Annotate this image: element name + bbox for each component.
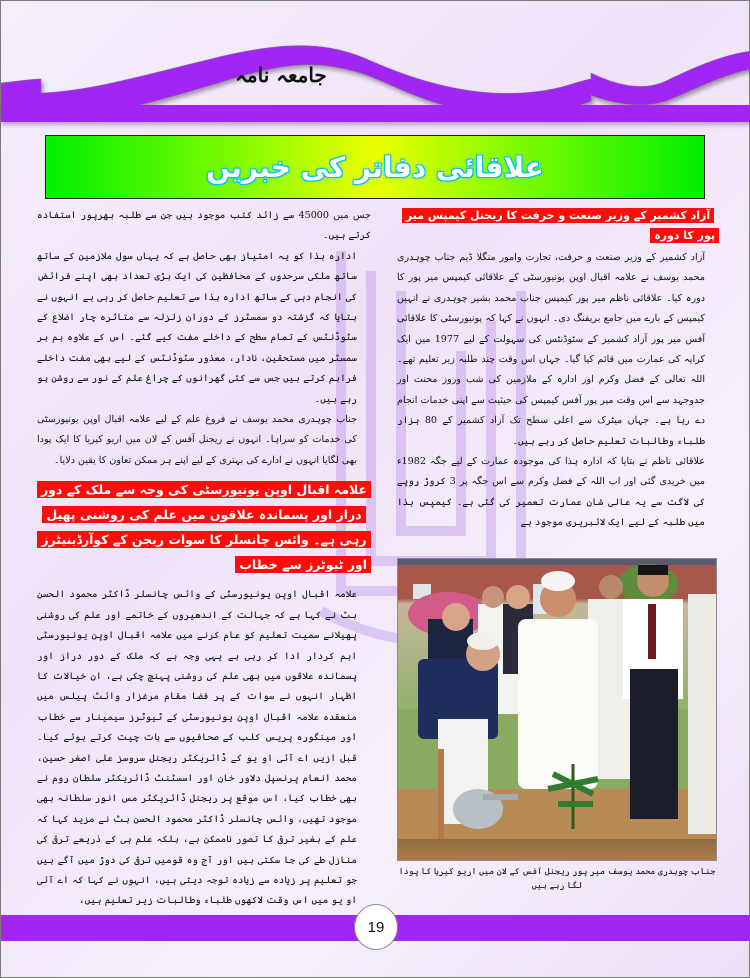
article-paragraph: علامہ اقبال اوپن یونیورسٹی کے وائس چانسلر ڈاکٹر محمود الحسن بٹ نے کہا ہے کہ جہالت کے اندھیروں کے خاتمے اور علم کی روشنی پھیلانے سمیت تعلیم کو عام کرنے میں علامہ اقبال اوپن یونیورسٹی اہم کردار ادا کر رہی ہے یہی وجہ ہے کہ ملک کے دور دراز اور پسماندہ علاقوں میں بھی علم کی روشنی پہنچ چکی ہے، ان خیالات کا اظہار انہوں نے سوات کے پر فضا مقام مرغزار وائٹ پیلس میں منعقدہ علامہ اقبال اوپن یونیورسٹی کے ٹیوٹرز سیمینار سے خطاب اور مینگورہ پریس کلب کے صحافیوں سے بات چیت کرتے ہوئے کیا۔ قبل ازیں اے آئی او یو کے ڈائریکٹر ریجنل سروسز علی اصغر حسین، محمد انعام پرنسپل دلاور خان اور اسسٹنٹ ڈائریکٹر سلطان روم نے بھی خطاب کیا، اس موقع پر ریجنل ڈائریکٹر مس انور سلطانہ بھی موجود تھیں، وائس چانسلر ڈاکٹر محمود الحسن بٹ نے مزید کہا کہ علم کے بغیر ترقی کا تصور ناممکن ہے، بلکہ علم ہی کے ذریعے ترقی کی منازل طے کی جا سکتی ہیں اور آج وہ قومیں ترقی کی دوڑ میں آگے ہیں جو تعلیم پر زیادہ سے زیادہ توجہ دیتی ہیں، انہوں نے کہا کہ اے آئی او یو میں اس وقت لاکھوں طلباء وطالبات زیر تعلیم ہیں،: [37, 589, 357, 907]
section-title: علاقائی دفاتر کی خبریں: [206, 150, 544, 184]
photo-ground-strip: [397, 839, 717, 861]
article-headline-mirpur-text: آزاد کشمیر کے وزیر صنعت و حرفت کا ریجنل کیمپس میر پور کا دورہ: [402, 208, 719, 243]
page-number: 19: [354, 904, 398, 950]
tree-planting-photo: [397, 558, 717, 841]
article-paragraph: آزاد کشمیر کے وزیر صنعت و حرفت، تجارت وامور منگلا ڈیم جناب چوہدری محمد یوسف نے علامہ اقبال اوپن یونیورسٹی کے علاقائی کیمپس میر پور کا دورہ کیا۔ علاقائی ناظم میر پور کیمپس جناب محمد بشیر چوہدری نے انہیں کیمپس کے بارے میں جامع بریفنگ دی۔ انہوں نے کہا کہ یونیورسٹی کا علاقائی آفس میر پور آزاد کشمیر کے سٹوڈنٹس کی سہولت کے لیے 1977 میں ایک کرایہ کی عمارت میں قائم کیا گیا۔ جہاں اس وقت چند طلبہ زیر تعلیم تھے۔ اللہ تعالی کے فضل وکرم اور ادارہ کے ملازمین کی شب وروز محنت اور جدوجہد سے اس وقت میر پور آفس کیمپس کی حیثیت سے اپنی خدمات انجام دے رہا ہے۔ جہاں میٹرک سے اعلی سطح تک آزاد کشمیر کے 80 ہزار طلباء وطالبات تعلیم حاصل کر رہے ہیں۔: [397, 252, 705, 447]
article-paragraph: جناب چوہدری محمد یوسف نے فروغ علم کے لیے علامہ اقبال اوپن یونیورسٹی کی خدمات کو سراہا۔ انہوں نے ریجنل آفس کے لان میں اریو کیریا کا ایک پودا بھی لگایا انہوں نے ادارے کی بہتری کے لیے اپنے ہر ممکن تعاون کا یقین دلایا۔: [37, 414, 357, 466]
masthead-title: جامعہ نامہ: [235, 63, 327, 87]
article-paragraph: جس میں 45000 سے زائد کتب موجود ہیں جن سے طلبہ بھرپور استفادہ کرتے ہیں۔: [37, 210, 371, 242]
section-banner: [45, 135, 705, 199]
article-right-column: [397, 206, 719, 534]
article-headline-swat-text: علامہ اقبال اوپن یونیورسٹی کی وجہ سے ملک کے دور دراز اور پسماندہ علاقوں میں علم کی روشنی پھیل رہی ہے۔ وائس چانسلر کا سوات ریجن کے کوآرڈینیٹرز اور ٹیوٹرز سے خطاب: [37, 481, 371, 573]
article-left-column: [37, 206, 371, 912]
header-band: [1, 105, 750, 122]
photo-caption: جناب چوہدری محمد یوسف میر پور ریجنل آفس کے لان میں اریو کیریا کا پودا لگا رہے ہیں: [398, 867, 716, 891]
photo-illustration: [398, 559, 717, 841]
article-headline-swat: [37, 477, 371, 577]
article-paragraph: علاقائی ناظم نے بتایا کہ ادارہ ہذا کی موجودہ عمارت کے لیے جگہ 1982ء میں خریدی گئی اور اب اللہ کے فضل وکرم سے اس جگہ پر 3 کروڑ روپے کی لاگت سے یہ عالی شان عمارت تعمیر کی گئی ہے۔ کیمپس ہذا میں طلبہ کے لیے ایک لائبریری موجود ہے: [397, 456, 705, 529]
article-headline-mirpur: [397, 206, 719, 246]
article-paragraph: ادارہ ہذا کو یہ امتیاز بھی حاصل ہے کہ یہاں سول ملازمین کے ساتھ ساتھ ملکی سرحدوں کے محافظین کی ایک بڑی تعداد بھی اپنے فرائض کی انجام دہی کے ساتھ ادارہ ہذا سے تعلیم حاصل کر رہی ہے انہوں نے بتایا کہ گزشتہ دو سمسٹرز کے دوران زلزلہ سے متاثرہ چار اضلاع کے سٹوڈنٹس کے تمام سطح کے داخلے مفت کیے گئے۔ اس کے علاوہ ہم ہر سمسٹر میں مستحقین، نادار، معذور سٹوڈنٹس کے لیے بھی مفت داخلے فراہم کرتے ہیں جس سے کئی گھرانوں کے چراغ علم کے نور سے روشن ہو رہے ہیں۔: [37, 250, 357, 405]
